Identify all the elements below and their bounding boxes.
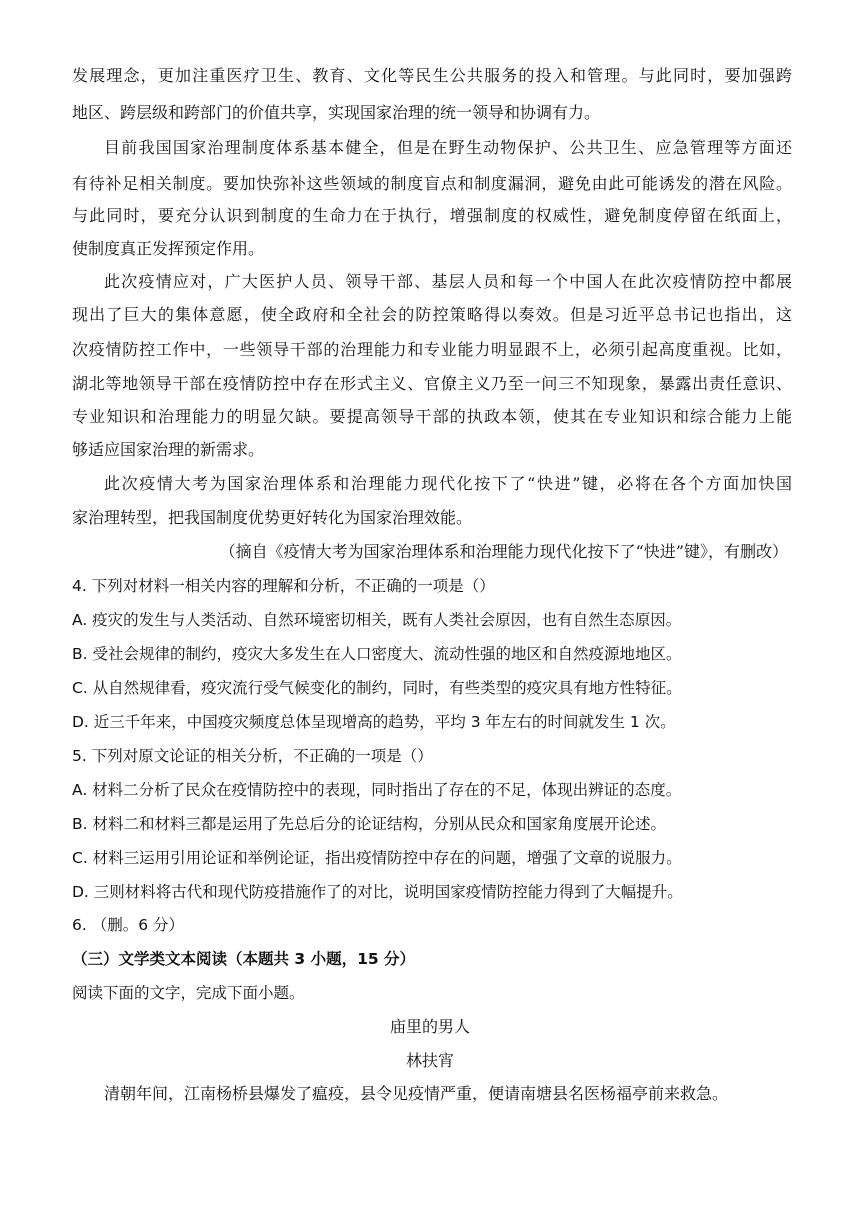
passage-line-8: 现出了巨大的集体意愿，使全政府和全社会的防控策略得以奏效。但是习近平总书记也指出，这	[72, 305, 792, 324]
passage-line-2: 地区、跨层级和跨部门的价值共享，实现国家治理的统一领导和协调有力。	[72, 103, 601, 122]
passage-line-13: 此次疫情大考为国家治理体系和治理能力现代化按下了“快进”键，必将在各个方面加快国	[104, 474, 792, 493]
passage-line-7: 此次疫情应对，广大医护人员、领导干部、基层人员和每一个中国人在此次疫情防控中都展	[104, 272, 792, 291]
question-6: 6. （删。6 分）	[72, 916, 185, 934]
section-3-heading: （三）文学类文本阅读（本题共 3 小题，15 分）	[72, 950, 416, 968]
question-5-option-c: C. 材料三运用引用论证和举例论证，指出疫情防控中存在的问题，增强了文章的说服力。	[72, 849, 682, 867]
passage-line-11: 专业知识和治理能力的明显欠缺。要提高领导干部的执政本领，使其在专业知识和综合能力上能	[72, 407, 792, 426]
passage-line-3: 目前我国国家治理制度体系基本健全，但是在野生动物保护、公共卫生、应急管理等方面还	[104, 138, 792, 157]
passage-line-10: 湖北等地领导干部在疫情防控中存在形式主义、官僚主义乃至一问三不知现象，暴露出责任意识、	[72, 374, 792, 393]
question-5-option-a: A. 材料二分析了民众在疫情防控中的表现，同时指出了存在的不足，体现出辨证的态度。	[72, 781, 682, 799]
question-4-option-a: A. 疫灾的发生与人类活动、自然环境密切相关，既有人类社会原因，也有自然生态原因。	[72, 611, 682, 629]
story-title: 庙里的男人	[389, 1017, 470, 1036]
question-4-option-d: D. 近三千年来，中国疫灾频度总体呈现增高的趋势，平均 3 年左右的时间就发生 1 次。	[72, 713, 676, 731]
passage-line-14: 家治理转型，把我国制度优势更好转化为国家治理效能。	[72, 508, 473, 527]
question-4-option-b: B. 受社会规律的制约，疫灾大多发生在人口密度大、流动性强的地区和自然疫源地地区。	[72, 645, 682, 663]
question-5-option-d: D. 三则材料将古代和现代防疫措施作了的对比，说明国家疫情防控能力得到了大幅提升。	[72, 883, 683, 901]
passage-line-1: 发展理念，更加注重医疗卫生、教育、文化等民生公共服务的投入和管理。与此同时，要加强跨	[72, 66, 792, 85]
story-first-line: 清朝年间，江南杨桥县爆发了瘟疫，县令见疫情严重，便请南塘县名医杨福亭前来救急。	[104, 1084, 729, 1103]
question-4-stem: 4. 下列对材料一相关内容的理解和分析，不正确的一项是（）	[72, 577, 495, 595]
passage-line-5: 与此同时，要充分认识到制度的生命力在于执行，增强制度的权威性，避免制度停留在纸面上，	[72, 206, 792, 225]
passage-line-6: 使制度真正发挥预定作用。	[72, 239, 265, 258]
passage-line-4: 有待补足相关制度。要加快弥补这些领域的制度盲点和制度漏洞，避免由此可能诱发的潜在风险。	[72, 174, 792, 193]
question-4-option-c: C. 从自然规律看，疫灾流行受气候变化的制约，同时，有些类型的疫灾具有地方性特征。	[72, 679, 682, 697]
story-author: 林扶宵	[405, 1051, 454, 1070]
question-5-option-b: B. 材料二和材料三都是运用了先总后分的论证结构，分别从民众和国家角度展开论述。	[72, 815, 666, 833]
section-3-instruction: 阅读下面的文字，完成下面小题。	[72, 984, 305, 1002]
passage-source: （摘自《疫情大考为国家治理体系和治理能力现代化按下了“快进”键》，有删改）	[219, 542, 788, 561]
passage-line-12: 够适应国家治理的新需求。	[72, 440, 265, 459]
passage-line-9: 次疫情防控工作中，一些领导干部的治理能力和专业能力明显跟不上，必须引起高度重视。比如，	[72, 340, 792, 359]
question-5-stem: 5. 下列对原文论证的相关分析，不正确的一项是（）	[72, 747, 433, 765]
